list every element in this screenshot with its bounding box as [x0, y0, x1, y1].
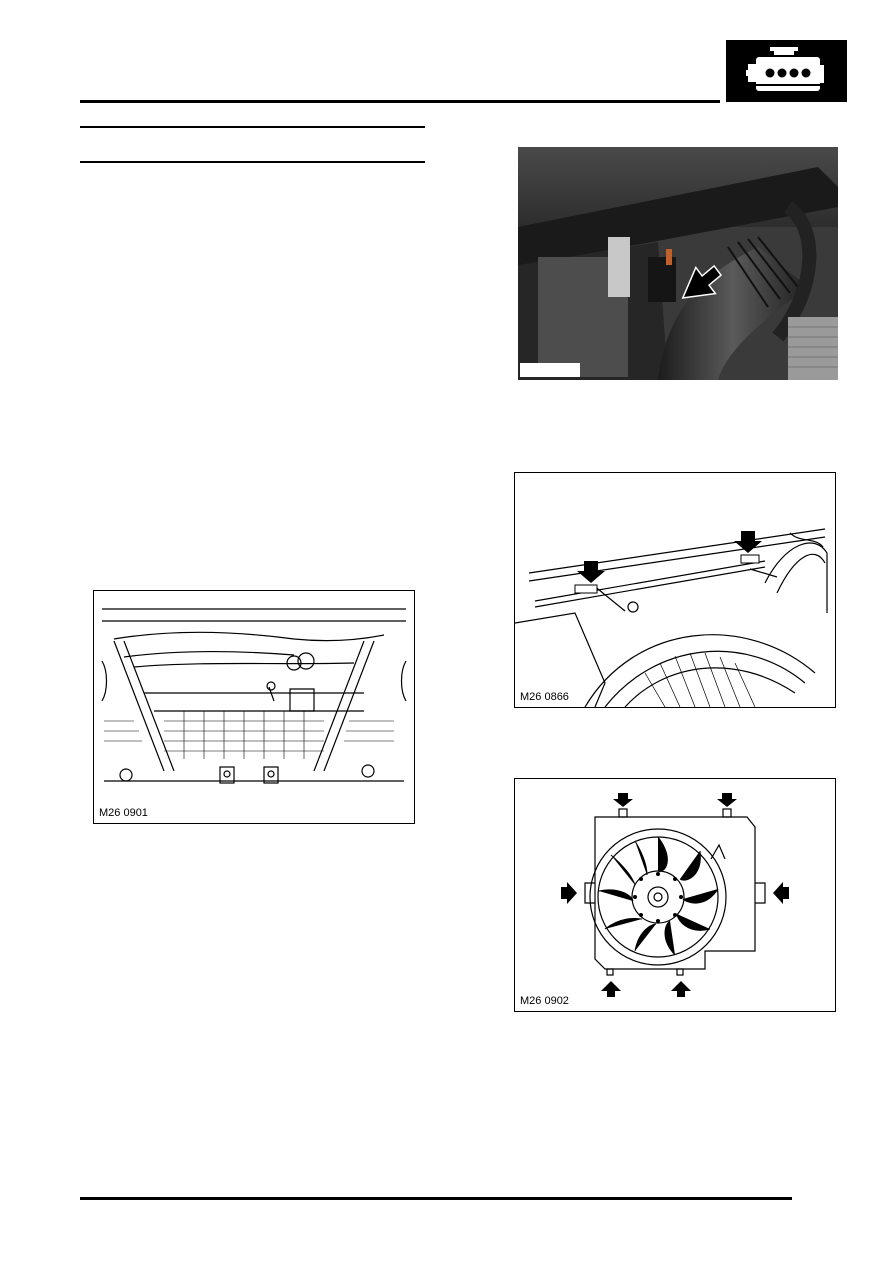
figure-label: M26 0866: [520, 691, 569, 703]
figure-m26-0902: [514, 778, 836, 1012]
engine-icon: [726, 40, 847, 102]
footer-rule: [80, 1197, 792, 1200]
photo-label-area: [520, 363, 580, 377]
figure-m26-0866: [514, 472, 836, 708]
connector-photo: [518, 147, 838, 380]
arrow-icon: [577, 531, 762, 583]
title-rule-bottom: [80, 161, 425, 163]
figure-m26-0901: [93, 590, 415, 824]
title-rule-top: [80, 126, 425, 128]
header-rule: [80, 100, 720, 103]
section-badge: [726, 40, 847, 102]
figure-label: M26 0901: [99, 807, 148, 819]
figure-label: M26 0902: [520, 995, 569, 1007]
